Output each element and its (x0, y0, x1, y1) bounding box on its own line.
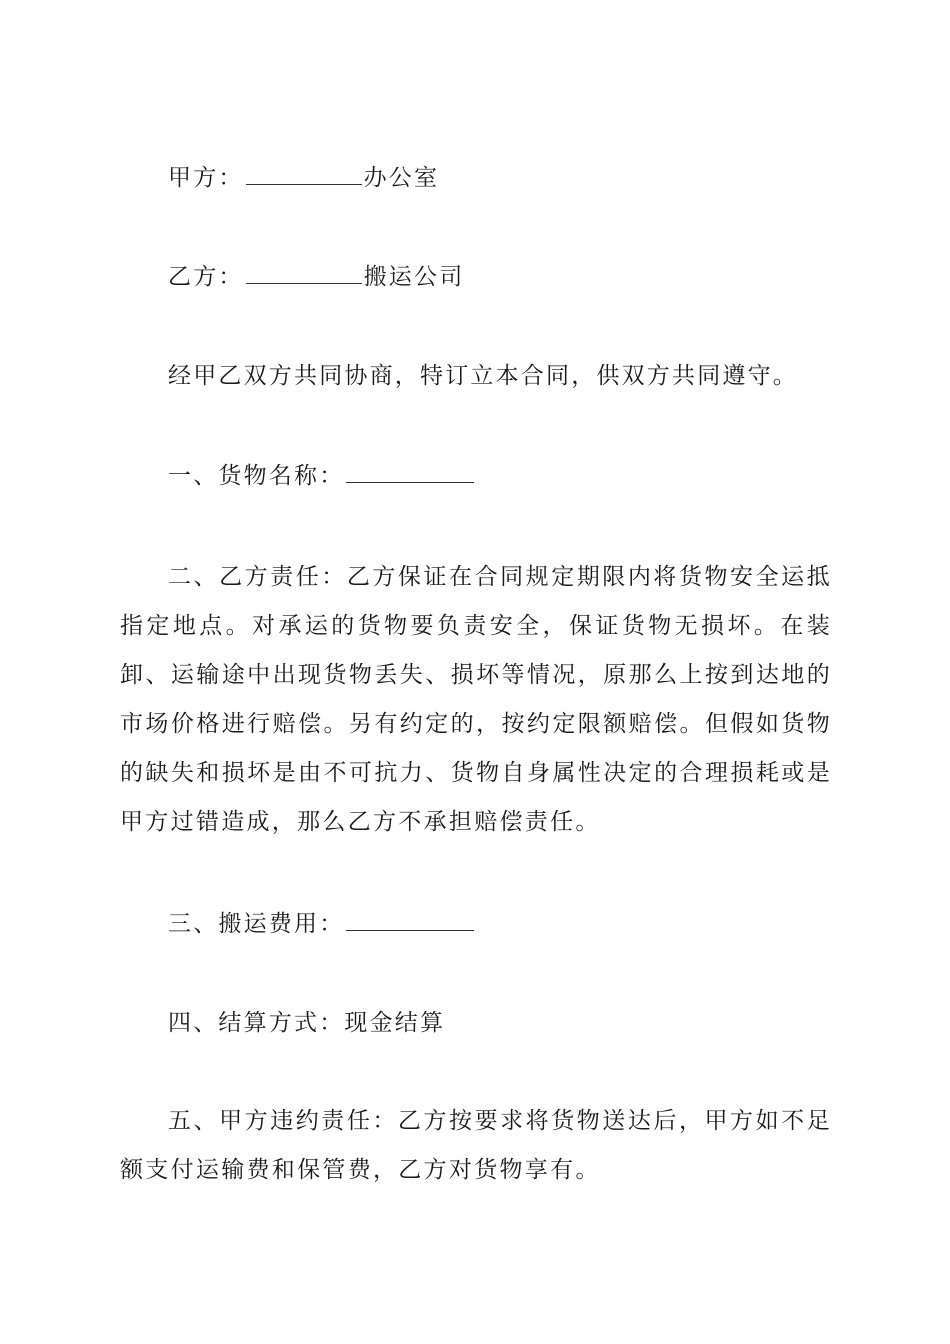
fee-line (168, 908, 476, 939)
party-a-suffix: 办公室 (363, 165, 440, 191)
party-b-label: 乙方： (168, 264, 244, 290)
goods-name-blank (346, 460, 474, 483)
party-b-suffix: 搬运公司 (363, 264, 465, 290)
fee-blank (346, 908, 474, 931)
intro-line: 经甲乙双方共同协商，特订立本合同，供双方共同遵守。 (168, 363, 798, 389)
fee-label: 三、搬运费用： (168, 911, 345, 937)
goods-name-label: 一、货物名称： (168, 463, 345, 489)
settlement-line: 四、结算方式：现金结算 (168, 1010, 446, 1036)
goods-name-line (168, 460, 476, 491)
party-a-label: 甲方： (168, 165, 244, 191)
party-a-breach-paragraph: 五、甲方违约责任：乙方按要求将货物送达后，甲方如不足额支付运输费和保管费，乙方对货物享有。 (120, 1108, 832, 1183)
party-b-duty-paragraph: 二、乙方责任：乙方保证在合同规定期限内将货物安全运抵指定地点。对承运的货物要负责安全，保证货物无损坏。在装卸、运输途中出现货物丢失、损坏等情况，原那么上按到达地的市场价格进行赔偿。另有约定的，按约定限额赔偿。但假如货物的缺失和损坏是由不可抗力、货物自身属性决定的合理损耗或是甲方过错造成，那么乙方不承担赔偿责任。 (120, 564, 832, 835)
party-a-blank (246, 162, 362, 185)
party-a-line (168, 162, 439, 193)
party-b-line (168, 261, 464, 292)
party-b-blank (246, 261, 362, 284)
